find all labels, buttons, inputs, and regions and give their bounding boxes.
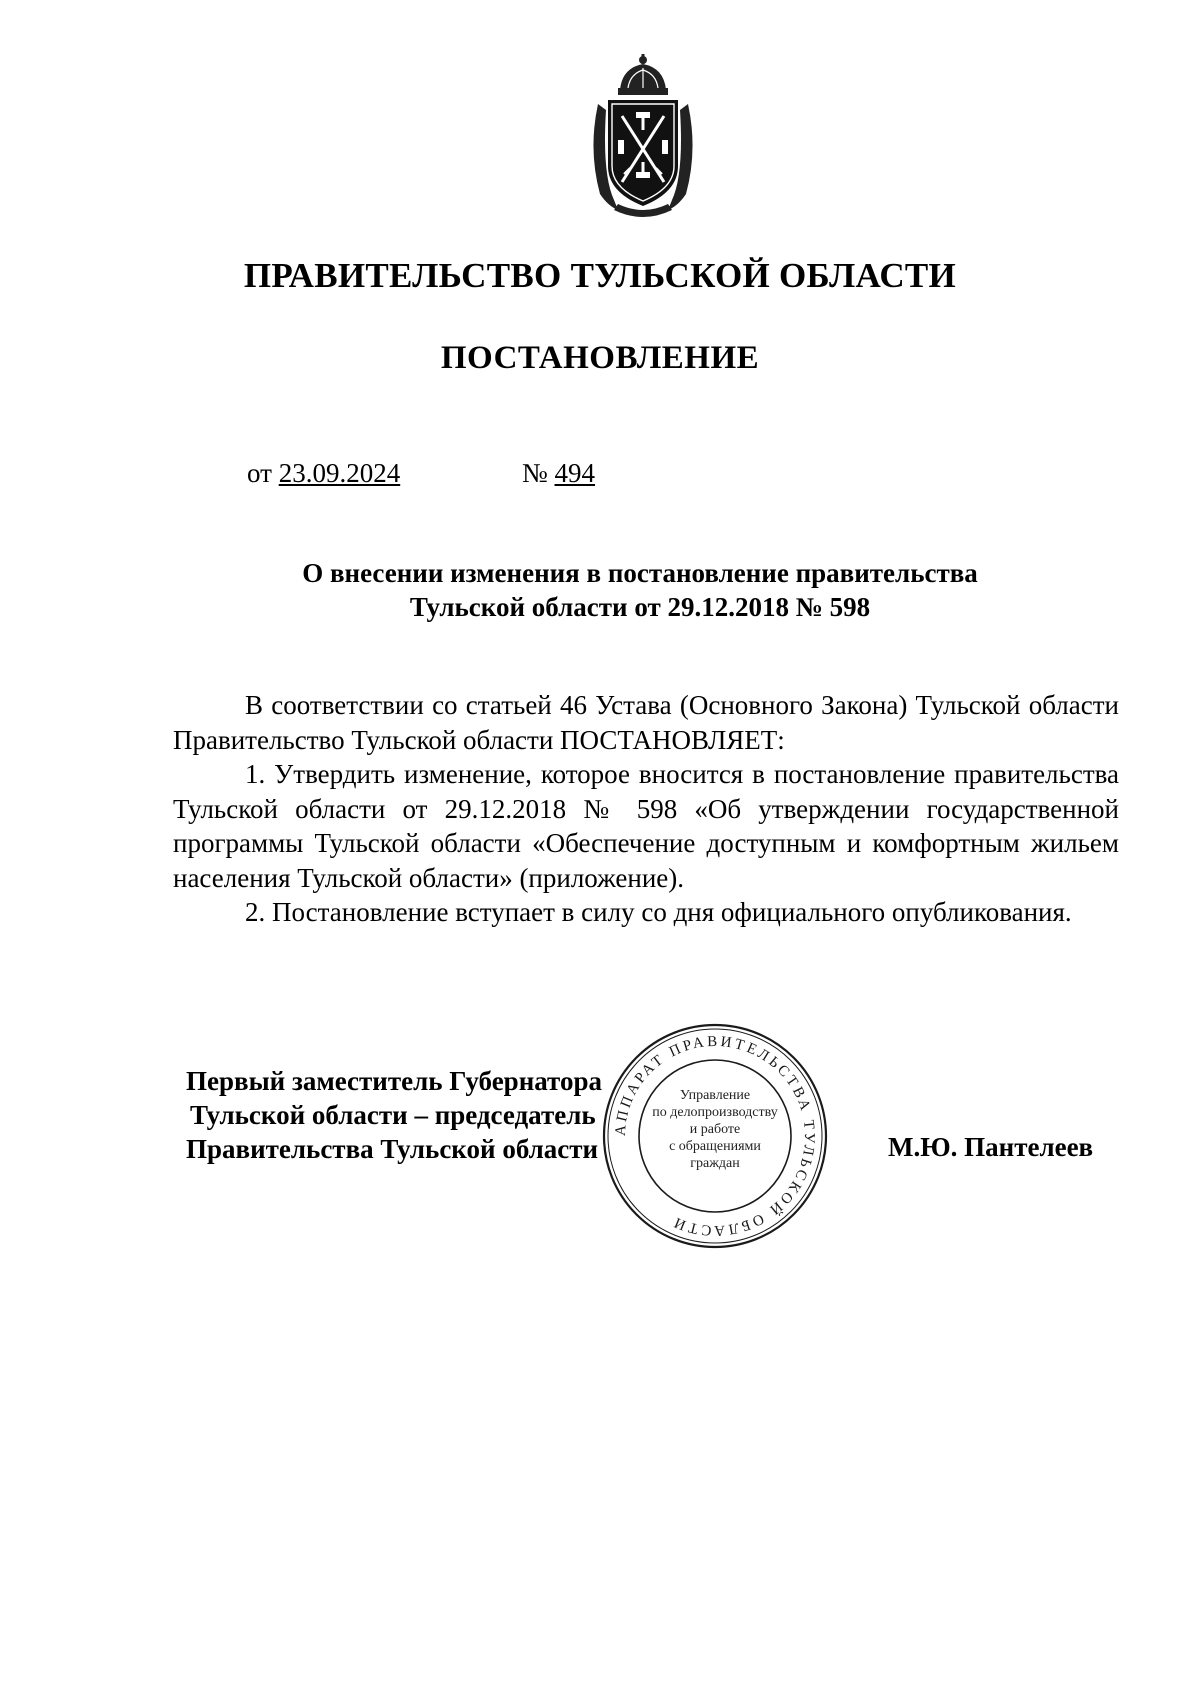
seal-line: с обращениями [669, 1139, 761, 1154]
position-line-1: Первый заместитель Губернатора [186, 1066, 602, 1096]
number-prefix: № [522, 458, 548, 488]
position-line-3: Правительства Тульской области [186, 1134, 599, 1164]
body-paragraph-preamble: В соответствии со статьей 46 Устава (Основного Закона) Тульской области Правительство Тульской области ПОСТАНОВЛЯЕТ: [173, 690, 1119, 755]
signer-name: М.Ю. Пантелеев [888, 1132, 1094, 1162]
document-date [247, 458, 400, 489]
seal-line: по делопроизводству [652, 1105, 778, 1120]
seal-center-text [622, 1087, 808, 1172]
coat-of-arms-icon [584, 54, 702, 222]
seal-ring-text: АППАРАТ ПРАВИТЕЛЬСТВА ТУЛЬСКОЙ ОБЛАСТИ [612, 1033, 818, 1239]
seal-line: граждан [690, 1156, 740, 1171]
seal-line: Управление [679, 1088, 751, 1103]
body-paragraph-item-1: 1. Утвердить изменение, которое вносится в постановление правительства Тульской области от 29.12.2018 № 598 «Об утверждении государственной программы Тульской области «Обеспечение доступным и комфортным жильем населения Тульской области» (приложение). [173, 759, 1119, 893]
position-line-2: Тульской области – председатель [190, 1100, 596, 1130]
number-value: 494 [554, 458, 596, 488]
date-value: 23.09.2024 [278, 458, 401, 488]
document-body [173, 688, 1119, 930]
subject-line-2: Тульской области от 29.12.2018 № 598 [409, 592, 871, 622]
document-subject [160, 556, 1120, 624]
document-type-heading: ПОСТАНОВЛЕНИЕ [440, 340, 760, 376]
seal-line: и работе [689, 1122, 741, 1137]
signatory-position [186, 1064, 602, 1166]
body-paragraph-item-2: 2. Постановление вступает в силу со дня официального опубликования. [245, 897, 1072, 927]
subject-line-1: О внесении изменения в постановление правительства [302, 558, 978, 588]
document-number [522, 458, 595, 489]
government-title: ПРАВИТЕЛЬСТВО ТУЛЬСКОЙ ОБЛАСТИ [243, 256, 957, 295]
date-prefix: от [247, 458, 272, 488]
